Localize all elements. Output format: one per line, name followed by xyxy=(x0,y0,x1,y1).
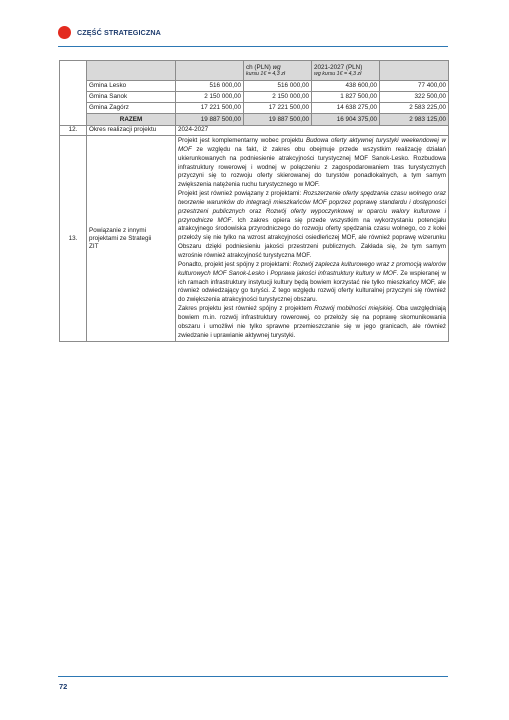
empty-cell xyxy=(87,61,176,81)
header-divider xyxy=(58,46,448,47)
project-details-table xyxy=(59,125,449,342)
row-label-line: ZIT xyxy=(89,242,99,250)
row-number: 12. xyxy=(60,126,87,136)
row-value: 77 400,00 xyxy=(380,81,449,92)
column-header-ch-rate: kursu 1€ = 4,3 zł xyxy=(246,71,286,77)
total-value: 16 904 375,00 xyxy=(312,114,380,126)
red-circle-icon xyxy=(58,26,71,39)
row-label-line: projektami ze Strategii xyxy=(89,234,152,242)
row-number: 13. xyxy=(60,136,87,342)
row-value: 438 600,00 xyxy=(312,81,380,92)
column-header-2021-2027 xyxy=(312,61,380,81)
empty-cell xyxy=(380,61,449,81)
row-name: Gmina Sanok xyxy=(87,92,176,103)
page-number: 72 xyxy=(59,682,68,691)
column-header-ch-label: ch (PLN) xyxy=(246,64,271,71)
total-value: 19 887 500,00 xyxy=(176,114,244,126)
row-value: 2 150 000,00 xyxy=(176,92,244,103)
total-label: RAZEM xyxy=(87,114,176,126)
column-header-ch-wg: wg xyxy=(272,64,281,71)
paragraph-2: Projekt jest również powiązany z projektami: Rozszerzenie oferty spędzania czasu wolnego oraz tworzenie warunków do integracji mieszkańców MOF poprzez poprawę standardu i dostępności przestrzeni publicznych oraz Rozwój oferty wypoczynkowej w oparciu walory kulturowe i przyrodnicze MOF. Ich zakres opiera się przede wszystkim na wykorzystaniu potencjału atrakcyjnego środowiska przyrodniczego do rozwoju oferty spędzania czasu wolnego, co z kolei przełoży się nie tylko na wzrost atrakcyjności osiedleńczej MOF, ale również poprawę wizerunku Obszaru dzięki podniesieniu jakości przestrzeni publicznych. Zakłada się, że tym samym wzrośnie również atrakcyjność turystyczna MOF. xyxy=(178,190,447,259)
row-value: 17 221 500,00 xyxy=(244,103,312,114)
row-label-line: Powiązanie z innymi xyxy=(89,226,147,234)
row-value: 322 500,00 xyxy=(380,92,449,103)
row-12 xyxy=(60,126,449,136)
table-row xyxy=(60,92,449,103)
table-row xyxy=(60,103,449,114)
section-title: CZĘŚĆ STRATEGICZNA xyxy=(77,28,161,37)
row-value: 516 000,00 xyxy=(176,81,244,92)
column-header-ch xyxy=(244,61,312,81)
column-header-2021-2027-label: 2021-2027 (PLN) xyxy=(314,64,363,71)
row-value: 2 583 225,00 xyxy=(380,103,449,114)
paragraph-1: Projekt jest komplementarny wobec projektu Budowa oferty aktywnej turystyki weekendowej w MOF ze względu na fakt, iż zakres obu obejmuje przede wszystkim realizację działań ukierunkowanych na podniesienie atrakcyjności turystycznej MOF Sanok-Lesko. Rozbudowa infrastruktury rowerowej i wodnej w połączeniu z zagospodarowaniem tras turystycznych przyczyni się to rozwoju oferty skierowanej do turystów ponadlokalnych, a tym samym zwiększenia natężenia ruchu turystycznego w MOF. xyxy=(178,137,446,189)
row-name: Gmina Zagórz xyxy=(87,103,176,114)
footer-divider xyxy=(58,676,448,677)
row-label xyxy=(87,136,176,342)
row-value: 14 638 275,00 xyxy=(312,103,380,114)
row-13 xyxy=(60,136,449,342)
paragraph-4: Zakres projektu jest również spójny z projektem Rozwój mobilności miejskiej. Oba uwzględniają bowiem m.in. rozwój infrastruktury rowerowej, co przełoży się na poprawę skomunikowania obszaru i umożliwi nie tylko sprawne przemieszczanie się w jego granicach, ale również zwiedzanie i uprawianie aktywnej turystyki. xyxy=(178,305,446,339)
row-name: Gmina Lesko xyxy=(87,81,176,92)
row-description xyxy=(176,136,449,342)
row-value: 2 150 000,00 xyxy=(244,92,312,103)
row-value: 2024-2027 xyxy=(176,126,449,136)
empty-cell xyxy=(176,61,244,81)
row-value: 17 221 500,00 xyxy=(176,103,244,114)
total-row xyxy=(60,114,449,126)
row-value: 516 000,00 xyxy=(244,81,312,92)
total-value: 19 887 500,00 xyxy=(244,114,312,126)
column-header-2021-2027-rate: wg kursu 1€ = 4,3 zł xyxy=(314,71,362,77)
total-value: 2 983 125,00 xyxy=(380,114,449,126)
financing-table xyxy=(59,60,449,126)
row-label: Okres realizacji projektu xyxy=(87,126,176,136)
empty-cell xyxy=(60,61,87,126)
table-row xyxy=(60,81,449,92)
financing-header-row xyxy=(60,61,449,81)
row-value: 1 827 500,00 xyxy=(312,92,380,103)
paragraph-3: Ponadto, projekt jest spójny z projektami: Rozwój zaplecza kulturowego wraz z promocją walorów kulturowych MOF Sanok-Lesko i Poprawa jakości infrastruktury kultury w MOF. Ze wspieranej w ich ramach infrastruktury instytucji kultury będą bowiem korzystać nie tylko mieszkańcy MOF, ale również odwiedzający go turyści. Z tego względu rozwój oferty kulturalnej przyczyni się również do zwiększenia atrakcyjności turystycznej obszaru. xyxy=(178,260,446,304)
